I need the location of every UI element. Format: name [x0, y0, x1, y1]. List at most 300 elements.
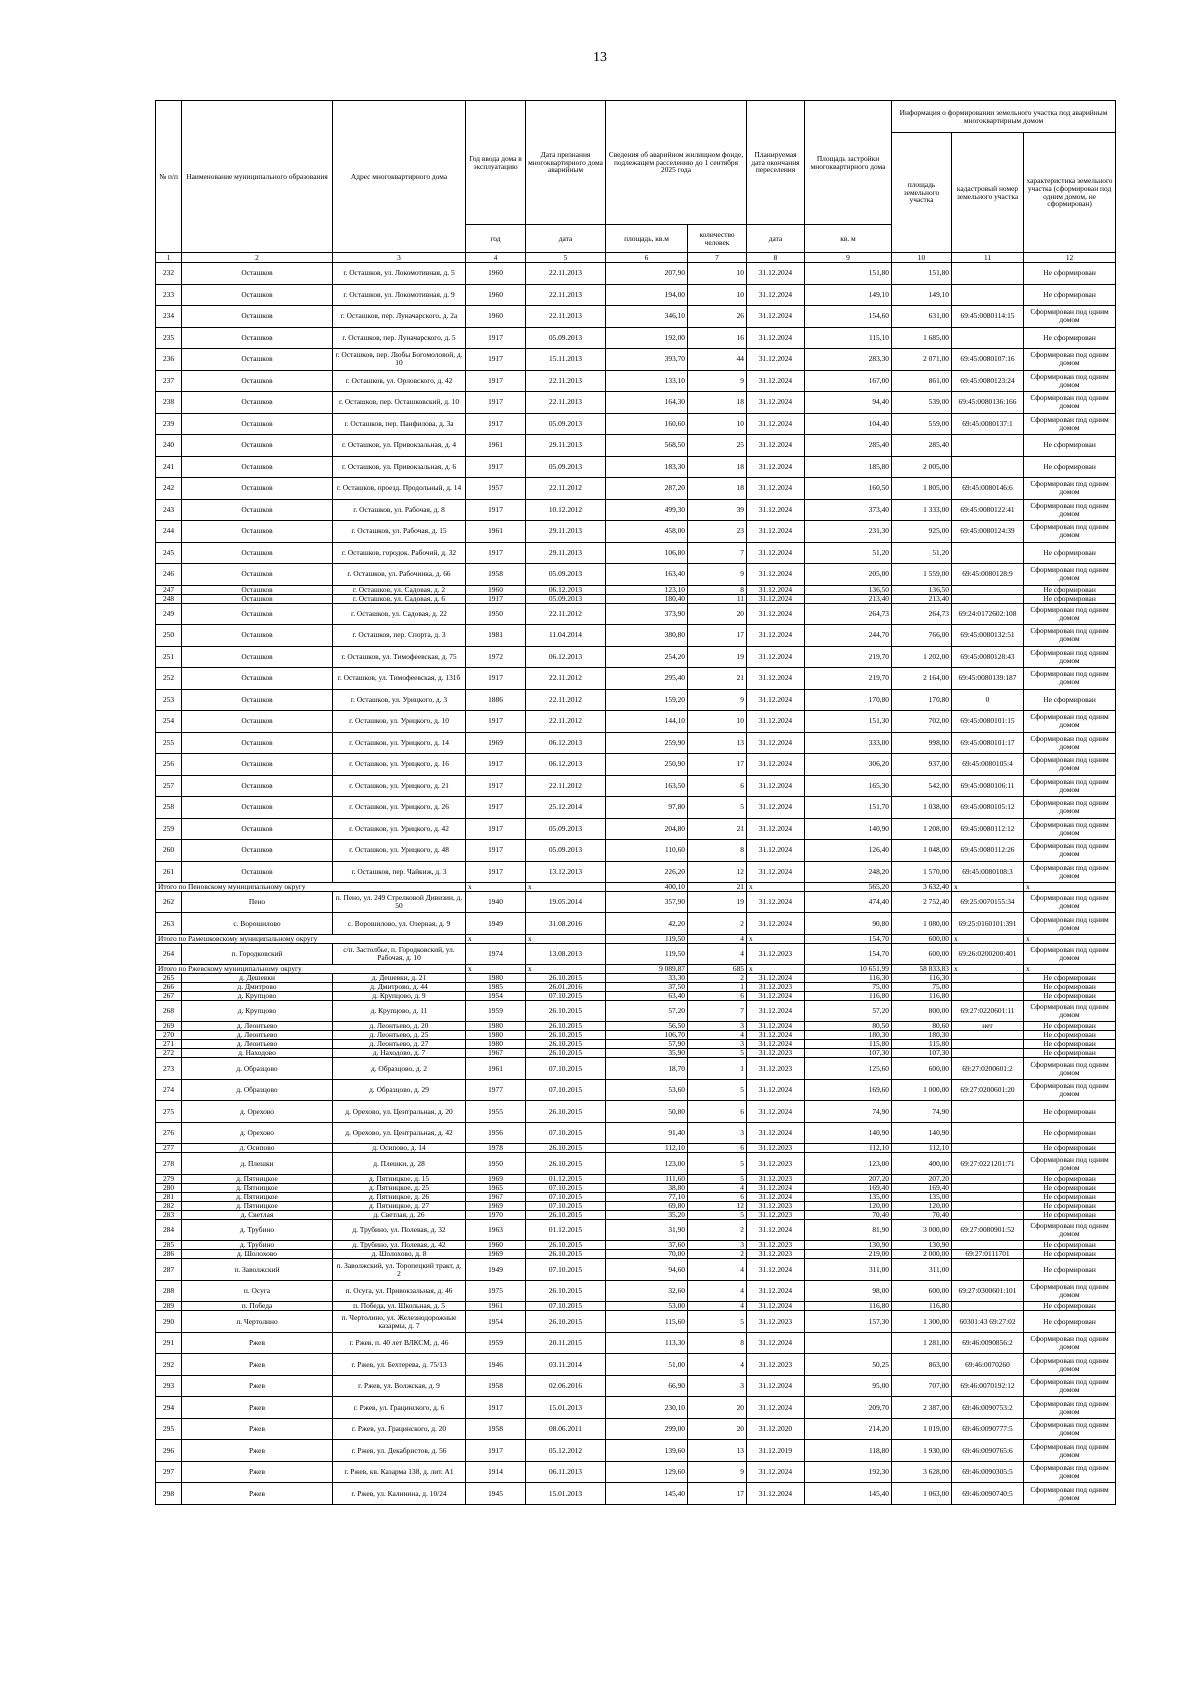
table-cell	[952, 973, 1024, 982]
table-cell: 1965	[466, 1183, 526, 1192]
table-cell: 192,30	[805, 1461, 892, 1483]
table-cell: 113,30	[606, 1332, 688, 1354]
table-cell: Сформирован под одним домом	[1024, 1440, 1116, 1462]
table-cell: 69:27:0200601:20	[952, 1079, 1024, 1101]
table-row	[156, 1122, 1116, 1144]
table-cell: 31.12.2024	[747, 1332, 805, 1354]
subtotal-cell: x	[466, 965, 526, 974]
table-row	[156, 564, 1116, 586]
table-cell: 26.10.2015	[526, 1311, 606, 1333]
table-cell: 05.09.2013	[526, 456, 606, 478]
header-mo: Наименование муниципального образования	[182, 101, 333, 253]
table-cell: 1963	[466, 1219, 526, 1241]
table-cell: д. Находово	[182, 1049, 333, 1058]
table-row	[156, 861, 1116, 883]
table-cell: 207,90	[606, 263, 688, 285]
table-cell: 3	[688, 1375, 747, 1397]
table-cell: 26.10.2015	[526, 1049, 606, 1058]
table-cell: 258	[156, 797, 182, 819]
table-cell: 3	[688, 1241, 747, 1250]
table-cell: 69:24:0172602:108	[952, 603, 1024, 625]
subtotal-cell: 21	[688, 883, 747, 892]
table-cell: д. Крупцово, д. 9	[333, 991, 466, 1000]
table-cell: 03.11.2014	[526, 1354, 606, 1376]
table-cell: Сформирован под одним домом	[1024, 1000, 1116, 1022]
table-cell: 458,00	[606, 521, 688, 543]
table-cell: 164,30	[606, 392, 688, 414]
table-cell: 31.12.2024	[747, 594, 805, 603]
table-cell: 31.12.2024	[747, 754, 805, 776]
subtotal-cell: x	[747, 965, 805, 974]
table-cell: 31.12.2024	[747, 732, 805, 754]
table-cell: г. Ржев, кв. Казарма 138, д. лит. А1	[333, 1461, 466, 1483]
table-cell: 270	[156, 1031, 182, 1040]
table-cell: 69:45:0080108:3	[952, 861, 1024, 883]
table-cell: 31.12.2024	[747, 625, 805, 647]
subtotal-cell: x	[466, 883, 526, 892]
table-cell: п. Городковский	[182, 943, 333, 965]
table-cell: г. Осташков, ул. Орловского, д. 42	[333, 370, 466, 392]
table-cell: 06.12.2013	[526, 754, 606, 776]
table-cell: 5	[688, 1174, 747, 1183]
table-row	[156, 349, 1116, 371]
table-cell: 31.12.2023	[747, 1354, 805, 1376]
table-cell: 1917	[466, 1440, 526, 1462]
table-cell: Сформирован под одним домом	[1024, 370, 1116, 392]
table-cell: 264	[156, 943, 182, 965]
table-row	[156, 1302, 1116, 1311]
table-cell: 130,90	[805, 1241, 892, 1250]
table-cell: 12	[688, 861, 747, 883]
table-cell: Сформирован под одним домом	[1024, 521, 1116, 543]
table-row	[156, 1040, 1116, 1049]
table-cell: 285,40	[805, 435, 892, 457]
table-cell: Осташков	[182, 594, 333, 603]
table-cell: д. Орехово	[182, 1122, 333, 1144]
header-address: Адрес многоквартирного дома	[333, 101, 466, 253]
table-cell: 1917	[466, 327, 526, 349]
unit-date-plan: дата	[747, 225, 805, 253]
table-cell: 31.12.2023	[747, 982, 805, 991]
table-cell: Сформирован под одним домом	[1024, 943, 1116, 965]
table-cell: 1958	[466, 1418, 526, 1440]
table-cell: 209,70	[805, 1397, 892, 1419]
table-cell: 31.12.2024	[747, 689, 805, 711]
table-cell: 15.01.2013	[526, 1483, 606, 1505]
subtotal-cell: 154,70	[805, 934, 892, 943]
table-cell: 1917	[466, 861, 526, 883]
table-cell: д. Пятницкое, д. 15	[333, 1174, 466, 1183]
table-cell: 31.12.2023	[747, 1058, 805, 1080]
table-cell: 74,90	[892, 1101, 952, 1123]
unit-year: год	[466, 225, 526, 253]
table-cell: 107,30	[892, 1049, 952, 1058]
table-row	[156, 711, 1116, 733]
table-cell: 311,00	[892, 1259, 952, 1281]
table-cell: 226,20	[606, 861, 688, 883]
table-cell: 1 281,00	[892, 1332, 952, 1354]
table-cell: 69:45:0080122:41	[952, 499, 1024, 521]
table-cell: 1 202,00	[892, 646, 952, 668]
table-cell: г. Осташков, ул. Рабочинка, д. 66	[333, 564, 466, 586]
table-cell: 125,60	[805, 1058, 892, 1080]
table-cell: 272	[156, 1049, 182, 1058]
table-cell: 35,90	[606, 1049, 688, 1058]
table-cell: 69:45:0080132:51	[952, 625, 1024, 647]
table-cell: 123,10	[606, 585, 688, 594]
table-cell: 10	[688, 711, 747, 733]
table-cell: 1975	[466, 1280, 526, 1302]
table-cell: 07.10.2015	[526, 1259, 606, 1281]
table-cell: 26.10.2015	[526, 1250, 606, 1259]
table-cell: 119,50	[606, 943, 688, 965]
table-cell: 69:27:0200601:2	[952, 1058, 1024, 1080]
table-cell: 69:45:0080137:1	[952, 413, 1024, 435]
table-cell: г. Осташков, пер. Любы Богомоловой, д. 10	[333, 349, 466, 371]
table-row	[156, 585, 1116, 594]
table-cell: 285,40	[892, 435, 952, 457]
table-cell: д. Орехово	[182, 1101, 333, 1123]
table-cell: 112,10	[892, 1144, 952, 1153]
table-cell	[952, 1040, 1024, 1049]
table-cell: 559,00	[892, 413, 952, 435]
table-cell: 296	[156, 1440, 182, 1462]
table-cell: Осташков	[182, 542, 333, 564]
table-cell: 268	[156, 1000, 182, 1022]
table-cell: 37,50	[606, 982, 688, 991]
table-cell: 53,00	[606, 1302, 688, 1311]
table-cell: 31.12.2024	[747, 370, 805, 392]
table-cell: 06.12.2013	[526, 732, 606, 754]
table-cell: 231,30	[805, 521, 892, 543]
table-cell: Осташков	[182, 456, 333, 478]
table-row	[156, 1397, 1116, 1419]
table-cell: 245	[156, 542, 182, 564]
colnum: 5	[526, 253, 606, 263]
table-cell: Не сформирован	[1024, 542, 1116, 564]
table-cell: Не сформирован	[1024, 1241, 1116, 1250]
table-cell: Сформирован под одним домом	[1024, 861, 1116, 883]
table-cell: 861,00	[892, 370, 952, 392]
table-cell: 31.12.2024	[747, 1483, 805, 1505]
table-cell: г. Осташков, пер. Луначарского, д. 5	[333, 327, 466, 349]
table-cell: 69:45:0080112:26	[952, 840, 1024, 862]
table-row	[156, 1174, 1116, 1183]
table-cell: 1 063,00	[892, 1483, 952, 1505]
table-cell: 3	[688, 1122, 747, 1144]
table-cell	[952, 284, 1024, 306]
table-cell: 112,10	[606, 1144, 688, 1153]
table-cell: 31.12.2024	[747, 913, 805, 935]
table-cell: 160,50	[805, 478, 892, 500]
table-cell: 123,00	[805, 1153, 892, 1175]
table-cell: 357,90	[606, 891, 688, 913]
table-cell	[952, 1031, 1024, 1040]
table-cell: 15.11.2013	[526, 349, 606, 371]
table-cell: 5	[688, 1153, 747, 1175]
table-cell: 4	[688, 1302, 747, 1311]
table-cell: 159,20	[606, 689, 688, 711]
table-cell: 69:46:0090765:6	[952, 1440, 1024, 1462]
table-cell: 07.10.2015	[526, 1079, 606, 1101]
table-cell	[952, 1144, 1024, 1153]
table-cell: 31,90	[606, 1219, 688, 1241]
table-cell: 19	[688, 646, 747, 668]
table-cell: Сформирован под одним домом	[1024, 1079, 1116, 1101]
table-cell: 4	[688, 1354, 747, 1376]
table-cell: 31.08.2016	[526, 913, 606, 935]
table-cell: 81,90	[805, 1219, 892, 1241]
table-cell: п. Заволжский, ул. Торопецкий тракт, д. 2	[333, 1259, 466, 1281]
subtotal-cell: 58 833,83	[892, 965, 952, 974]
table-cell: 1 805,00	[892, 478, 952, 500]
table-cell: 1985	[466, 982, 526, 991]
table-cell: 50,25	[805, 1354, 892, 1376]
table-cell: Не сформирован	[1024, 1192, 1116, 1201]
table-cell: 69:26:0200200:401	[952, 943, 1024, 965]
table-cell: 1981	[466, 625, 526, 647]
table-cell: 118,80	[805, 1440, 892, 1462]
table-cell: 26.01.2016	[526, 982, 606, 991]
table-cell: 69:46:0090740:5	[952, 1483, 1024, 1505]
table-cell: д. Орехово, ул. Центральная, д. 42	[333, 1122, 466, 1144]
table-cell: 1961	[466, 1058, 526, 1080]
table-cell: г. Ржев, ул. Калинина, д. 10/24	[333, 1483, 466, 1505]
table-cell: 44	[688, 349, 747, 371]
table-cell: д. Образцово	[182, 1058, 333, 1080]
table-cell: 29.11.2013	[526, 542, 606, 564]
table-cell: 116,80	[805, 1302, 892, 1311]
table-cell: д. Пятницкое	[182, 1201, 333, 1210]
table-cell: 290	[156, 1311, 182, 1333]
table-cell: Осташков	[182, 370, 333, 392]
page-number: 13	[593, 50, 607, 65]
table-cell: д. Леонтьево, д. 27	[333, 1040, 466, 1049]
table-cell: 5	[688, 797, 747, 819]
table-cell: 7	[688, 1000, 747, 1022]
table-cell: Осташков	[182, 263, 333, 285]
table-cell: 22.11.2012	[526, 711, 606, 733]
table-cell: 292	[156, 1354, 182, 1376]
table-cell: г. Ржев, ул. Бехтерева, д. 75/13	[333, 1354, 466, 1376]
table-cell: 63,40	[606, 991, 688, 1000]
table-cell	[952, 1101, 1024, 1123]
table-row	[156, 1354, 1116, 1376]
table-cell: 31.12.2024	[747, 499, 805, 521]
table-cell: Ржев	[182, 1397, 333, 1419]
table-cell: 542,00	[892, 775, 952, 797]
table-cell: 275	[156, 1101, 182, 1123]
table-cell	[952, 1183, 1024, 1192]
table-cell: 31.12.2024	[747, 1101, 805, 1123]
table-cell: 31.12.2024	[747, 478, 805, 500]
table-cell: 69:45:0080107:16	[952, 349, 1024, 371]
table-cell: Пено	[182, 891, 333, 913]
table-cell: г. Осташков, пер. Панфилова, д. 3а	[333, 413, 466, 435]
table-cell: 1960	[466, 306, 526, 328]
table-cell: 26.10.2015	[526, 1241, 606, 1250]
table-row	[156, 732, 1116, 754]
table-cell: 259,90	[606, 732, 688, 754]
table-cell: Сформирован под одним домом	[1024, 797, 1116, 819]
table-cell: 26.10.2015	[526, 973, 606, 982]
table-row	[156, 1022, 1116, 1031]
table-cell: 31.12.2023	[747, 1201, 805, 1210]
table-cell: 22.11.2013	[526, 263, 606, 285]
table-cell: д. Леонтьево, д. 20	[333, 1022, 466, 1031]
colnum: 8	[747, 253, 805, 263]
table-cell: 2 752,40	[892, 891, 952, 913]
table-cell: 1961	[466, 1302, 526, 1311]
table-cell: 69:27:0080901:52	[952, 1219, 1024, 1241]
table-cell: 10	[688, 413, 747, 435]
table-cell: 1	[688, 982, 747, 991]
table-cell: 1 048,00	[892, 840, 952, 862]
table-cell: Осташков	[182, 861, 333, 883]
table-cell: 2 387,00	[892, 1397, 952, 1419]
table-cell: д. Пятницкое, д. 25	[333, 1183, 466, 1192]
table-cell: 69,80	[606, 1201, 688, 1210]
table-cell: 183,30	[606, 456, 688, 478]
table-cell: 151,80	[892, 263, 952, 285]
table-row	[156, 625, 1116, 647]
table-cell: д. Осипово, д. 14	[333, 1144, 466, 1153]
table-cell: 1974	[466, 943, 526, 965]
table-cell: 2	[688, 913, 747, 935]
table-cell: 06.11.2013	[526, 1461, 606, 1483]
table-cell: 107,30	[805, 1049, 892, 1058]
table-cell: 77,10	[606, 1192, 688, 1201]
table-cell	[952, 982, 1024, 991]
table-row	[156, 499, 1116, 521]
table-cell: Не сформирован	[1024, 585, 1116, 594]
table-cell: Осташков	[182, 499, 333, 521]
table-cell: нет	[952, 1022, 1024, 1031]
table-cell: 31.12.2024	[747, 861, 805, 883]
table-cell	[952, 1049, 1024, 1058]
table-cell: 145,40	[805, 1483, 892, 1505]
table-cell: Сформирован под одним домом	[1024, 1397, 1116, 1419]
table-cell: 238	[156, 392, 182, 414]
table-row	[156, 542, 1116, 564]
table-cell: 244,70	[805, 625, 892, 647]
table-cell: Осташков	[182, 754, 333, 776]
table-cell: 05.09.2013	[526, 413, 606, 435]
table-row	[156, 818, 1116, 840]
table-cell: Сформирован под одним домом	[1024, 1375, 1116, 1397]
table-cell: 115,80	[805, 1040, 892, 1049]
table-cell: Сформирован под одним домом	[1024, 564, 1116, 586]
emergency-housing-table	[155, 100, 1116, 1505]
table-cell: 05.09.2013	[526, 840, 606, 862]
table-cell: 69:45:0080105:4	[952, 754, 1024, 776]
table-cell: Осташков	[182, 625, 333, 647]
table-cell: 136,50	[892, 585, 952, 594]
table-row	[156, 754, 1116, 776]
table-cell: 1967	[466, 1049, 526, 1058]
table-cell: Не сформирован	[1024, 1101, 1116, 1123]
table-cell: Не сформирован	[1024, 327, 1116, 349]
table-cell: Осташков	[182, 435, 333, 457]
table-cell: г. Осташков, ул. Садовая, д. 22	[333, 603, 466, 625]
table-cell: Не сформирован	[1024, 1210, 1116, 1219]
table-cell: 600,00	[892, 943, 952, 965]
table-cell: 22.11.2012	[526, 603, 606, 625]
table-cell: 1945	[466, 1483, 526, 1505]
table-cell: Сформирован под одним домом	[1024, 1418, 1116, 1440]
table-cell: 8	[688, 585, 747, 594]
table-header	[156, 101, 1116, 263]
table-cell: 6	[688, 991, 747, 1000]
table-cell: д. Леонтьево	[182, 1031, 333, 1040]
table-cell: 31.12.2024	[747, 1022, 805, 1031]
table-cell: 31.12.2024	[747, 1375, 805, 1397]
table-cell: 50,80	[606, 1101, 688, 1123]
table-row	[156, 435, 1116, 457]
table-cell: 135,00	[892, 1192, 952, 1201]
table-cell: 219,00	[805, 1250, 892, 1259]
table-cell: 144,10	[606, 711, 688, 733]
table-cell: 282	[156, 1201, 182, 1210]
table-cell: 293	[156, 1375, 182, 1397]
subtotal-cell: x	[1024, 883, 1116, 892]
table-cell: 26.10.2015	[526, 1022, 606, 1031]
table-cell: 1967	[466, 1192, 526, 1201]
table-row	[156, 370, 1116, 392]
table-cell: 18	[688, 478, 747, 500]
table-cell: 1917	[466, 392, 526, 414]
table-cell: 9	[688, 689, 747, 711]
table-cell: 1980	[466, 1031, 526, 1040]
table-cell: Осташков	[182, 413, 333, 435]
subtotal-cell: x	[466, 934, 526, 943]
table-cell: 5	[688, 1079, 747, 1101]
table-cell: Ржев	[182, 1461, 333, 1483]
table-row	[156, 478, 1116, 500]
colnum: 4	[466, 253, 526, 263]
table-cell: 31.12.2024	[747, 585, 805, 594]
table-cell: 13.12.2013	[526, 861, 606, 883]
table-cell: 214,20	[805, 1418, 892, 1440]
table-cell: 257	[156, 775, 182, 797]
colnum: 3	[333, 253, 466, 263]
table-cell: д. Орехово, ул. Центральная, д. 20	[333, 1101, 466, 1123]
table-body	[156, 263, 1116, 1505]
table-cell: 3 628,00	[892, 1461, 952, 1483]
table-cell: 115,10	[805, 327, 892, 349]
table-cell: 1959	[466, 1000, 526, 1022]
table-row	[156, 1058, 1116, 1080]
table-cell: 20	[688, 1397, 747, 1419]
table-cell: Сформирован под одним домом	[1024, 1058, 1116, 1080]
table-cell: Не сформирован	[1024, 689, 1116, 711]
table-cell: 106,80	[606, 542, 688, 564]
table-row	[156, 1219, 1116, 1241]
table-cell: 69:45:0080146:6	[952, 478, 1024, 500]
table-cell: 539,00	[892, 392, 952, 414]
table-cell: Не сформирован	[1024, 1311, 1116, 1333]
table-cell: д. Трубино, ул. Полевая, д. 32	[333, 1219, 466, 1241]
table-cell: 69:45:0080128:43	[952, 646, 1024, 668]
table-cell: Сформирован под одним домом	[1024, 1483, 1116, 1505]
table-cell: п. Чертолино, ул. Железнодорожные казармы, д. 7	[333, 1311, 466, 1333]
table-cell: 31.12.2024	[747, 521, 805, 543]
table-row	[156, 413, 1116, 435]
table-cell: 05.09.2013	[526, 594, 606, 603]
subtotal-cell: 9 089,87	[606, 965, 688, 974]
table-row	[156, 594, 1116, 603]
table-cell: 31.12.2024	[747, 1000, 805, 1022]
